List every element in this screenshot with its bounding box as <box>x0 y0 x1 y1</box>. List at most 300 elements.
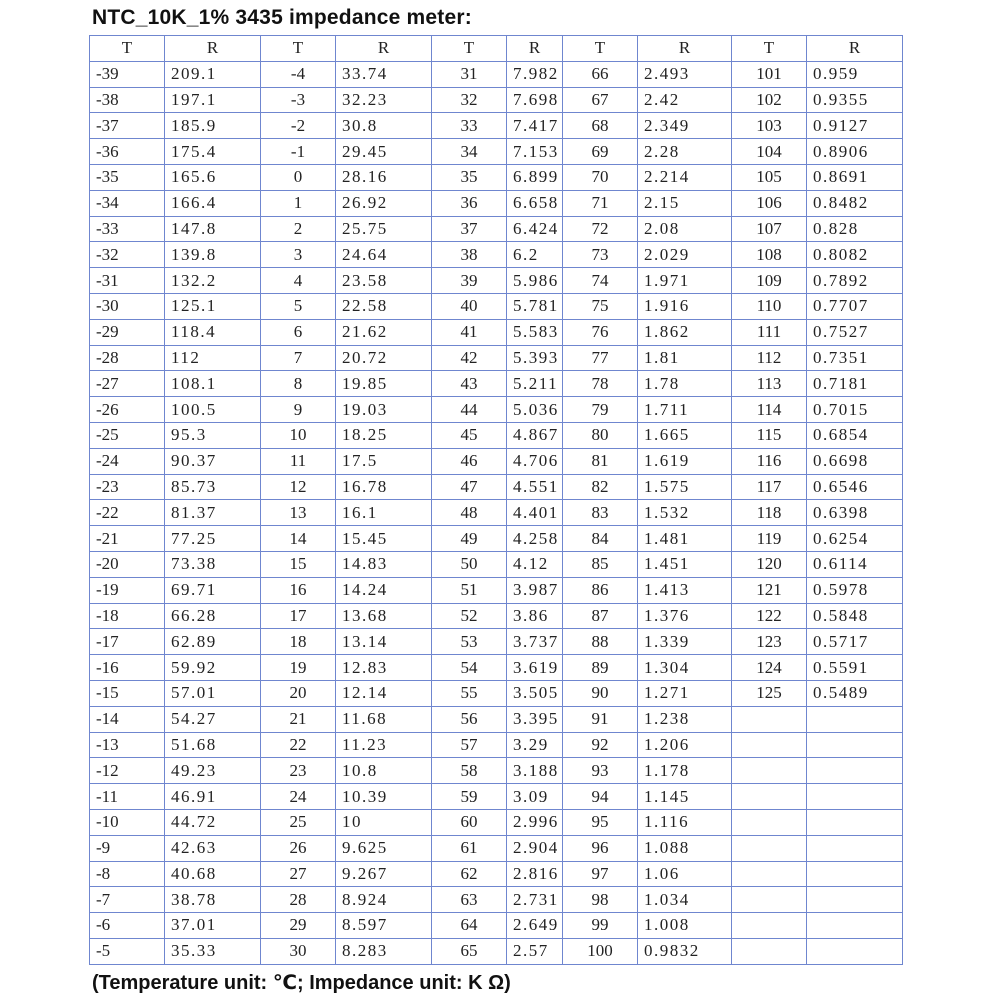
resistance-cell: 44.72 <box>165 809 261 835</box>
temperature-cell: 88 <box>563 629 638 655</box>
resistance-cell: 12.83 <box>336 655 432 681</box>
temperature-cell: 45 <box>432 422 507 448</box>
temperature-cell: 12 <box>261 474 336 500</box>
temperature-cell: 110 <box>732 293 807 319</box>
resistance-cell: 1.862 <box>638 319 732 345</box>
resistance-cell: 5.583 <box>507 319 563 345</box>
resistance-cell: 2.493 <box>638 61 732 87</box>
resistance-cell: 2.15 <box>638 190 732 216</box>
temperature-cell: 114 <box>732 397 807 423</box>
resistance-cell: 1.575 <box>638 474 732 500</box>
resistance-cell: 7.982 <box>507 61 563 87</box>
temperature-cell: 10 <box>261 422 336 448</box>
resistance-cell: 0.959 <box>807 61 903 87</box>
temperature-cell: 101 <box>732 61 807 87</box>
temperature-cell: 99 <box>563 913 638 939</box>
resistance-cell: 11.68 <box>336 706 432 732</box>
resistance-cell: 59.92 <box>165 655 261 681</box>
resistance-cell: 0.8691 <box>807 164 903 190</box>
resistance-cell: 37.01 <box>165 913 261 939</box>
temperature-cell: -21 <box>90 526 165 552</box>
resistance-cell: 4.12 <box>507 551 563 577</box>
temperature-cell: 20 <box>261 680 336 706</box>
resistance-cell: 13.14 <box>336 629 432 655</box>
resistance-cell: 4.401 <box>507 500 563 526</box>
resistance-cell: 13.68 <box>336 603 432 629</box>
resistance-cell: 1.008 <box>638 913 732 939</box>
header-temperature: T <box>732 36 807 62</box>
temperature-cell: -15 <box>90 680 165 706</box>
resistance-cell <box>807 913 903 939</box>
table-row <box>90 345 903 371</box>
temperature-cell: 30 <box>261 938 336 964</box>
temperature-cell: 17 <box>261 603 336 629</box>
temperature-cell: 37 <box>432 216 507 242</box>
temperature-cell: 124 <box>732 655 807 681</box>
temperature-cell: 102 <box>732 87 807 113</box>
header-temperature: T <box>563 36 638 62</box>
resistance-cell: 209.1 <box>165 61 261 87</box>
resistance-cell: 0.7015 <box>807 397 903 423</box>
temperature-cell: 82 <box>563 474 638 500</box>
temperature-cell: 107 <box>732 216 807 242</box>
resistance-cell: 17.5 <box>336 448 432 474</box>
resistance-cell: 38.78 <box>165 887 261 913</box>
resistance-cell: 42.63 <box>165 835 261 861</box>
resistance-cell: 15.45 <box>336 526 432 552</box>
resistance-cell <box>807 706 903 732</box>
temperature-cell <box>732 809 807 835</box>
temperature-cell: 36 <box>432 190 507 216</box>
temperature-cell: 98 <box>563 887 638 913</box>
temperature-cell: -38 <box>90 87 165 113</box>
temperature-cell: -14 <box>90 706 165 732</box>
resistance-cell: 7.698 <box>507 87 563 113</box>
resistance-cell: 0.6254 <box>807 526 903 552</box>
resistance-cell: 0.9355 <box>807 87 903 113</box>
table-row <box>90 242 903 268</box>
temperature-cell: 24 <box>261 784 336 810</box>
temperature-cell: 80 <box>563 422 638 448</box>
ntc-resistance-table <box>89 35 903 965</box>
temperature-cell: 73 <box>563 242 638 268</box>
resistance-cell: 1.532 <box>638 500 732 526</box>
table-row <box>90 655 903 681</box>
resistance-cell: 62.89 <box>165 629 261 655</box>
temperature-cell: 49 <box>432 526 507 552</box>
resistance-cell: 0.5717 <box>807 629 903 655</box>
header-temperature: T <box>432 36 507 62</box>
resistance-cell: 12.14 <box>336 680 432 706</box>
resistance-cell: 95.3 <box>165 422 261 448</box>
temperature-cell: 23 <box>261 758 336 784</box>
temperature-cell: 34 <box>432 139 507 165</box>
temperature-cell: 104 <box>732 139 807 165</box>
temperature-cell: 13 <box>261 500 336 526</box>
temperature-cell: 118 <box>732 500 807 526</box>
temperature-cell <box>732 887 807 913</box>
resistance-cell: 29.45 <box>336 139 432 165</box>
temperature-cell: 61 <box>432 835 507 861</box>
temperature-cell: -17 <box>90 629 165 655</box>
temperature-cell: 7 <box>261 345 336 371</box>
temperature-cell: 64 <box>432 913 507 939</box>
temperature-cell: 125 <box>732 680 807 706</box>
temperature-cell: -3 <box>261 87 336 113</box>
table-row <box>90 190 903 216</box>
resistance-cell: 1.271 <box>638 680 732 706</box>
table-row <box>90 164 903 190</box>
temperature-cell: 85 <box>563 551 638 577</box>
temperature-cell: 35 <box>432 164 507 190</box>
resistance-cell: 2.029 <box>638 242 732 268</box>
resistance-cell: 35.33 <box>165 938 261 964</box>
resistance-cell: 0.7527 <box>807 319 903 345</box>
resistance-cell: 1.711 <box>638 397 732 423</box>
temperature-cell: 31 <box>432 61 507 87</box>
temperature-cell: -25 <box>90 422 165 448</box>
resistance-cell: 2.731 <box>507 887 563 913</box>
resistance-cell: 3.987 <box>507 577 563 603</box>
resistance-cell: 1.034 <box>638 887 732 913</box>
table-row <box>90 268 903 294</box>
resistance-cell: 0.7892 <box>807 268 903 294</box>
temperature-cell: -22 <box>90 500 165 526</box>
resistance-cell: 5.393 <box>507 345 563 371</box>
temperature-cell: 55 <box>432 680 507 706</box>
temperature-cell: 5 <box>261 293 336 319</box>
temperature-cell: 32 <box>432 87 507 113</box>
temperature-cell: -13 <box>90 732 165 758</box>
table-row <box>90 913 903 939</box>
resistance-cell: 0.7351 <box>807 345 903 371</box>
temperature-cell: 6 <box>261 319 336 345</box>
temperature-cell: 84 <box>563 526 638 552</box>
table-row <box>90 603 903 629</box>
resistance-cell: 2.649 <box>507 913 563 939</box>
resistance-cell: 125.1 <box>165 293 261 319</box>
resistance-cell: 19.03 <box>336 397 432 423</box>
temperature-cell: -39 <box>90 61 165 87</box>
table-row <box>90 500 903 526</box>
temperature-cell: 62 <box>432 861 507 887</box>
resistance-cell: 33.74 <box>336 61 432 87</box>
resistance-cell: 2.57 <box>507 938 563 964</box>
temperature-cell: 51 <box>432 577 507 603</box>
temperature-cell: 27 <box>261 861 336 887</box>
temperature-cell: 2 <box>261 216 336 242</box>
temperature-cell: 109 <box>732 268 807 294</box>
temperature-cell: 105 <box>732 164 807 190</box>
resistance-cell: 1.481 <box>638 526 732 552</box>
resistance-cell: 73.38 <box>165 551 261 577</box>
resistance-cell: 1.971 <box>638 268 732 294</box>
resistance-cell: 14.83 <box>336 551 432 577</box>
resistance-cell: 3.737 <box>507 629 563 655</box>
table-row <box>90 422 903 448</box>
temperature-cell: -19 <box>90 577 165 603</box>
resistance-cell <box>807 809 903 835</box>
temperature-cell: 48 <box>432 500 507 526</box>
resistance-cell: 1.916 <box>638 293 732 319</box>
temperature-cell: 120 <box>732 551 807 577</box>
resistance-cell: 10 <box>336 809 432 835</box>
temperature-cell: 75 <box>563 293 638 319</box>
temperature-cell: 1 <box>261 190 336 216</box>
temperature-cell: 39 <box>432 268 507 294</box>
temperature-cell: 79 <box>563 397 638 423</box>
temperature-cell: 103 <box>732 113 807 139</box>
temperature-cell: 38 <box>432 242 507 268</box>
resistance-cell: 4.706 <box>507 448 563 474</box>
resistance-cell: 175.4 <box>165 139 261 165</box>
table-row <box>90 293 903 319</box>
temperature-cell <box>732 784 807 810</box>
table-row <box>90 113 903 139</box>
temperature-cell: 112 <box>732 345 807 371</box>
resistance-cell: 26.92 <box>336 190 432 216</box>
resistance-cell: 0.6854 <box>807 422 903 448</box>
resistance-cell: 0.5489 <box>807 680 903 706</box>
temperature-cell: 67 <box>563 87 638 113</box>
table-row <box>90 680 903 706</box>
temperature-cell: 53 <box>432 629 507 655</box>
table-row <box>90 887 903 913</box>
temperature-cell: 0 <box>261 164 336 190</box>
resistance-cell: 1.06 <box>638 861 732 887</box>
resistance-cell: 6.658 <box>507 190 563 216</box>
temperature-cell: 113 <box>732 371 807 397</box>
temperature-cell: -37 <box>90 113 165 139</box>
table-row <box>90 371 903 397</box>
resistance-cell: 0.6546 <box>807 474 903 500</box>
temperature-cell: 9 <box>261 397 336 423</box>
temperature-cell: -8 <box>90 861 165 887</box>
table-row <box>90 861 903 887</box>
resistance-cell: 1.376 <box>638 603 732 629</box>
temperature-cell: 123 <box>732 629 807 655</box>
temperature-cell: 3 <box>261 242 336 268</box>
temperature-cell: -10 <box>90 809 165 835</box>
resistance-cell: 0.6114 <box>807 551 903 577</box>
resistance-cell: 3.505 <box>507 680 563 706</box>
resistance-cell: 5.036 <box>507 397 563 423</box>
resistance-cell: 10.39 <box>336 784 432 810</box>
resistance-cell: 0.5978 <box>807 577 903 603</box>
table-row <box>90 551 903 577</box>
resistance-cell: 90.37 <box>165 448 261 474</box>
temperature-cell: 122 <box>732 603 807 629</box>
temperature-cell: 93 <box>563 758 638 784</box>
temperature-cell: 121 <box>732 577 807 603</box>
temperature-cell: 28 <box>261 887 336 913</box>
resistance-cell: 3.619 <box>507 655 563 681</box>
temperature-cell: 11 <box>261 448 336 474</box>
resistance-cell: 0.7181 <box>807 371 903 397</box>
resistance-cell: 69.71 <box>165 577 261 603</box>
temperature-cell: -31 <box>90 268 165 294</box>
table-row <box>90 835 903 861</box>
resistance-cell <box>807 732 903 758</box>
resistance-cell: 54.27 <box>165 706 261 732</box>
temperature-cell: -2 <box>261 113 336 139</box>
table-row <box>90 706 903 732</box>
resistance-cell: 1.413 <box>638 577 732 603</box>
table-row <box>90 629 903 655</box>
resistance-cell: 0.8906 <box>807 139 903 165</box>
resistance-cell: 2.996 <box>507 809 563 835</box>
temperature-cell: 25 <box>261 809 336 835</box>
resistance-cell: 6.2 <box>507 242 563 268</box>
temperature-cell: -12 <box>90 758 165 784</box>
resistance-cell: 1.304 <box>638 655 732 681</box>
resistance-cell: 4.551 <box>507 474 563 500</box>
resistance-cell: 1.116 <box>638 809 732 835</box>
resistance-cell: 14.24 <box>336 577 432 603</box>
temperature-cell: 72 <box>563 216 638 242</box>
resistance-cell: 2.214 <box>638 164 732 190</box>
temperature-cell: 117 <box>732 474 807 500</box>
temperature-cell: 108 <box>732 242 807 268</box>
resistance-cell: 1.619 <box>638 448 732 474</box>
resistance-cell: 25.75 <box>336 216 432 242</box>
resistance-cell: 197.1 <box>165 87 261 113</box>
resistance-cell: 0.5848 <box>807 603 903 629</box>
resistance-cell <box>807 784 903 810</box>
temperature-cell: 50 <box>432 551 507 577</box>
resistance-cell: 4.867 <box>507 422 563 448</box>
resistance-cell: 24.64 <box>336 242 432 268</box>
resistance-cell: 0.8082 <box>807 242 903 268</box>
resistance-cell: 0.6698 <box>807 448 903 474</box>
temperature-cell: -1 <box>261 139 336 165</box>
temperature-cell: 81 <box>563 448 638 474</box>
table-row <box>90 526 903 552</box>
table-row <box>90 319 903 345</box>
table-row <box>90 809 903 835</box>
temperature-cell: -32 <box>90 242 165 268</box>
header-resistance: R <box>507 36 563 62</box>
temperature-cell <box>732 706 807 732</box>
resistance-cell: 11.23 <box>336 732 432 758</box>
temperature-cell: 86 <box>563 577 638 603</box>
table-header-row <box>90 36 903 62</box>
temperature-cell: 59 <box>432 784 507 810</box>
resistance-cell: 1.088 <box>638 835 732 861</box>
table-row <box>90 758 903 784</box>
table-row <box>90 732 903 758</box>
temperature-cell: 69 <box>563 139 638 165</box>
resistance-cell: 2.28 <box>638 139 732 165</box>
temperature-cell: 40 <box>432 293 507 319</box>
temperature-cell: -4 <box>261 61 336 87</box>
temperature-cell: -28 <box>90 345 165 371</box>
resistance-cell: 3.86 <box>507 603 563 629</box>
table-row <box>90 577 903 603</box>
resistance-cell: 1.178 <box>638 758 732 784</box>
resistance-cell: 6.424 <box>507 216 563 242</box>
resistance-cell: 8.283 <box>336 938 432 964</box>
temperature-cell: 91 <box>563 706 638 732</box>
temperature-cell: 56 <box>432 706 507 732</box>
resistance-cell <box>807 861 903 887</box>
temperature-cell: 57 <box>432 732 507 758</box>
temperature-cell: 66 <box>563 61 638 87</box>
temperature-cell: 89 <box>563 655 638 681</box>
resistance-cell: 23.58 <box>336 268 432 294</box>
temperature-cell: 14 <box>261 526 336 552</box>
units-footnote: (Temperature unit: ℃; Impedance unit: K Ω) <box>92 972 511 994</box>
resistance-cell: 18.25 <box>336 422 432 448</box>
table-row <box>90 216 903 242</box>
temperature-cell: 44 <box>432 397 507 423</box>
resistance-cell: 0.8482 <box>807 190 903 216</box>
resistance-cell: 8.597 <box>336 913 432 939</box>
resistance-cell: 3.188 <box>507 758 563 784</box>
resistance-cell: 20.72 <box>336 345 432 371</box>
resistance-cell: 77.25 <box>165 526 261 552</box>
resistance-cell: 7.153 <box>507 139 563 165</box>
table-row <box>90 139 903 165</box>
resistance-cell: 132.2 <box>165 268 261 294</box>
resistance-cell: 166.4 <box>165 190 261 216</box>
temperature-cell: -33 <box>90 216 165 242</box>
resistance-cell: 9.625 <box>336 835 432 861</box>
header-temperature: T <box>261 36 336 62</box>
resistance-cell: 66.28 <box>165 603 261 629</box>
resistance-cell <box>807 835 903 861</box>
resistance-cell: 5.986 <box>507 268 563 294</box>
resistance-cell: 0.9832 <box>638 938 732 964</box>
resistance-cell: 1.339 <box>638 629 732 655</box>
resistance-cell: 8.924 <box>336 887 432 913</box>
resistance-cell: 1.206 <box>638 732 732 758</box>
temperature-cell: -20 <box>90 551 165 577</box>
resistance-cell: 5.211 <box>507 371 563 397</box>
temperature-cell: 92 <box>563 732 638 758</box>
temperature-cell: 52 <box>432 603 507 629</box>
resistance-cell: 49.23 <box>165 758 261 784</box>
resistance-cell: 51.68 <box>165 732 261 758</box>
resistance-cell: 16.78 <box>336 474 432 500</box>
temperature-cell: 100 <box>563 938 638 964</box>
resistance-cell: 2.08 <box>638 216 732 242</box>
resistance-cell <box>807 758 903 784</box>
temperature-cell <box>732 938 807 964</box>
temperature-cell: 119 <box>732 526 807 552</box>
temperature-cell: -24 <box>90 448 165 474</box>
resistance-cell: 0.6398 <box>807 500 903 526</box>
temperature-cell: 78 <box>563 371 638 397</box>
temperature-cell: 42 <box>432 345 507 371</box>
temperature-cell: 21 <box>261 706 336 732</box>
temperature-cell: 22 <box>261 732 336 758</box>
resistance-cell: 2.904 <box>507 835 563 861</box>
resistance-cell: 118.4 <box>165 319 261 345</box>
temperature-cell: -34 <box>90 190 165 216</box>
temperature-cell: -9 <box>90 835 165 861</box>
temperature-cell: 71 <box>563 190 638 216</box>
temperature-cell: -30 <box>90 293 165 319</box>
temperature-cell: -5 <box>90 938 165 964</box>
temperature-cell: 74 <box>563 268 638 294</box>
resistance-cell: 1.665 <box>638 422 732 448</box>
temperature-cell: 58 <box>432 758 507 784</box>
temperature-cell: -29 <box>90 319 165 345</box>
table-row <box>90 87 903 113</box>
temperature-cell: -18 <box>90 603 165 629</box>
temperature-cell <box>732 732 807 758</box>
